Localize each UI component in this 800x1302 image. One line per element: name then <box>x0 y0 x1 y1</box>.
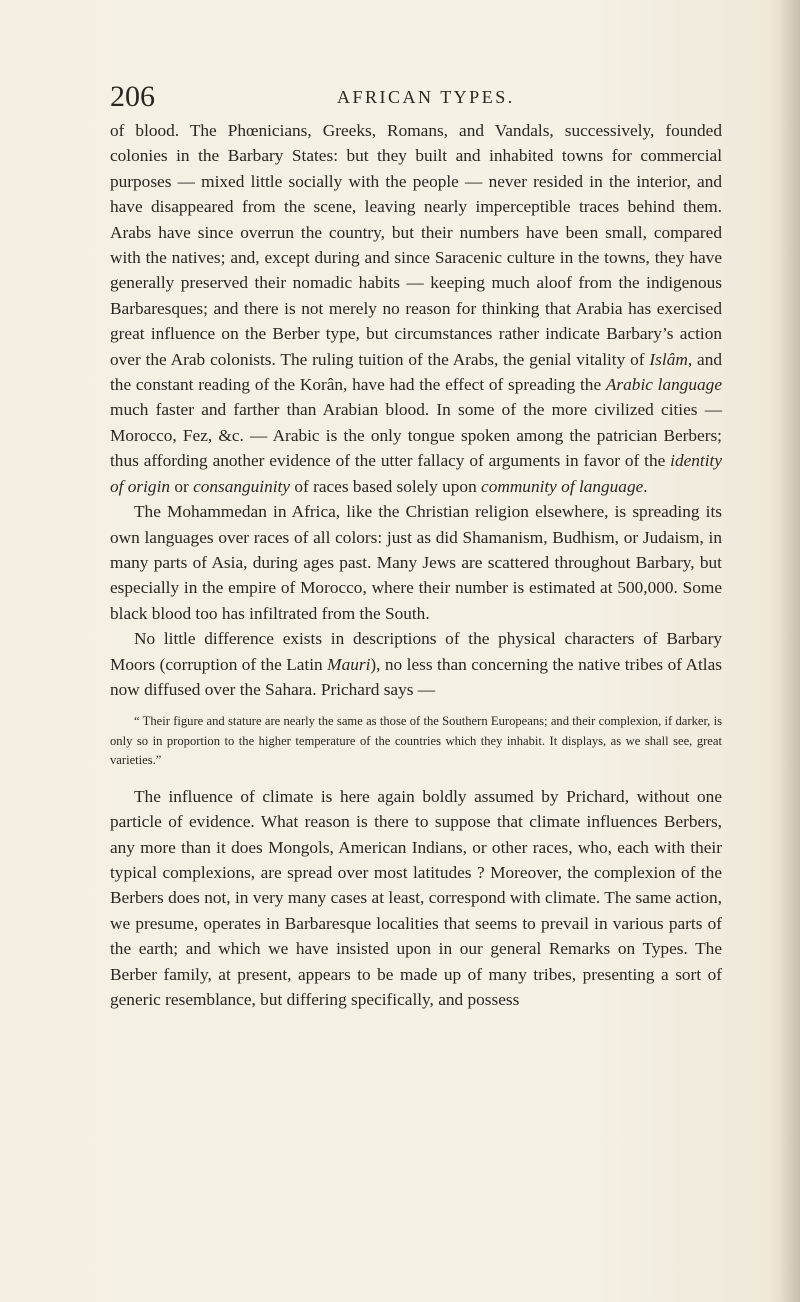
emphasis-islam: Islâm <box>649 349 688 369</box>
emphasis-consanguinity: consanguinity <box>193 476 291 496</box>
page-edge-shadow <box>780 0 800 1302</box>
paragraph-1-text-2: , and the constant reading of the Korân, have had the effect of spreading the <box>110 349 722 395</box>
emphasis-arabic-language: Arabic language <box>605 375 722 395</box>
page-header <box>110 80 720 114</box>
paragraph-2: The Mohammedan in Africa, like the Christian religion elsewhere, is spreading its own languages over races of all colors: just as did Shamanism, Budhism, or Judaism, in many parts of Asia, during ages past. Many Jews are scattered throughout Barbary, but especially in the empire of Morocco, where their number is estimated at 500,000. Some black blood too has infiltrated from the South. <box>110 502 722 623</box>
block-quote: “ Their figure and stature are nearly the same as those of the Southern Europeans; and their complexion, if darker, is only so in proportion to the higher temperature of the countries which they inhabit. It displays, as we shall see, great varieties.” <box>110 714 722 768</box>
body-text <box>110 118 722 1013</box>
paragraph-3-text-1: No little difference exists in descriptions of the physical characters of Barbary Moors (corruption of the Latin <box>110 629 722 674</box>
paragraph-3-text-2: ), no less than concerning the native tribes of Atlas now diffused over the Sahara. Prichard says — <box>110 654 722 699</box>
paragraph-4: The influence of climate is here again boldly assumed by Prichard, without one particle of evidence. What reason is there to suppose that climate influences Berbers, any more than it does Mongols, American Indians, or other races, who, each with their typical complexions, are spread over most latitudes ? Moreover, the complexion of the Berbers does not, in very many cases at least, correspond with climate. The same action, we presume, operates in Barbaresque localities that seems to prevail in various parts of the earth; and which we have insisted upon in our general Remarks on Types. The Berber family, at present, appears to be made up of many tribes, presenting a sort of generic resemblance, but differing specifically, and possess <box>110 786 722 1010</box>
paragraph-1-text-5: of races based solely upon <box>290 476 482 496</box>
paragraph-1-text-4: or <box>170 476 194 496</box>
emphasis-mauri: Mauri <box>327 654 371 674</box>
paragraph-1-text-6: . <box>643 476 648 496</box>
running-title: AFRICAN TYPES. <box>337 87 515 107</box>
emphasis-identity-of-origin: identity of origin <box>110 451 722 496</box>
emphasis-community-of-language: community of language <box>481 476 644 496</box>
paragraph-1-text-3: much faster and farther than Arabian blood. In some of the more civilized cities — Morocco, Fez, &c. — Arabic is the only tongue spoken among the patrician Berbers; thus affording another evidence of the utter fallacy of arguments in favor of the <box>110 400 722 471</box>
page-number: 206 <box>110 80 155 113</box>
paragraph-3 <box>110 626 722 702</box>
paragraph-1-text-1: of blood. The Phœnicians, Greeks, Romans, and Vandals, successively, founded colonies in the Barbary States: but they built and inhabited towns for commercial purposes — mixed little socially with the people — never resided in the interior, and have disappeared from the scene, leaving nearly imperceptible traces behind them. Arabs have since overrun the country, but their numbers have been small, compared with the natives; and, except during and since Saracenic culture in the towns, they have generally preserved their nomadic habits — keeping much aloof from the indigenous Barbaresques; and there is not merely no reason for thinking that Arabia has exercised great influence on the Berber type, but circumstances rather indicate Barbary’s action over the Arab colonists. The ruling tuition of the Arabs, the genial vitality of <box>110 121 722 369</box>
paragraph-1 <box>110 118 722 499</box>
